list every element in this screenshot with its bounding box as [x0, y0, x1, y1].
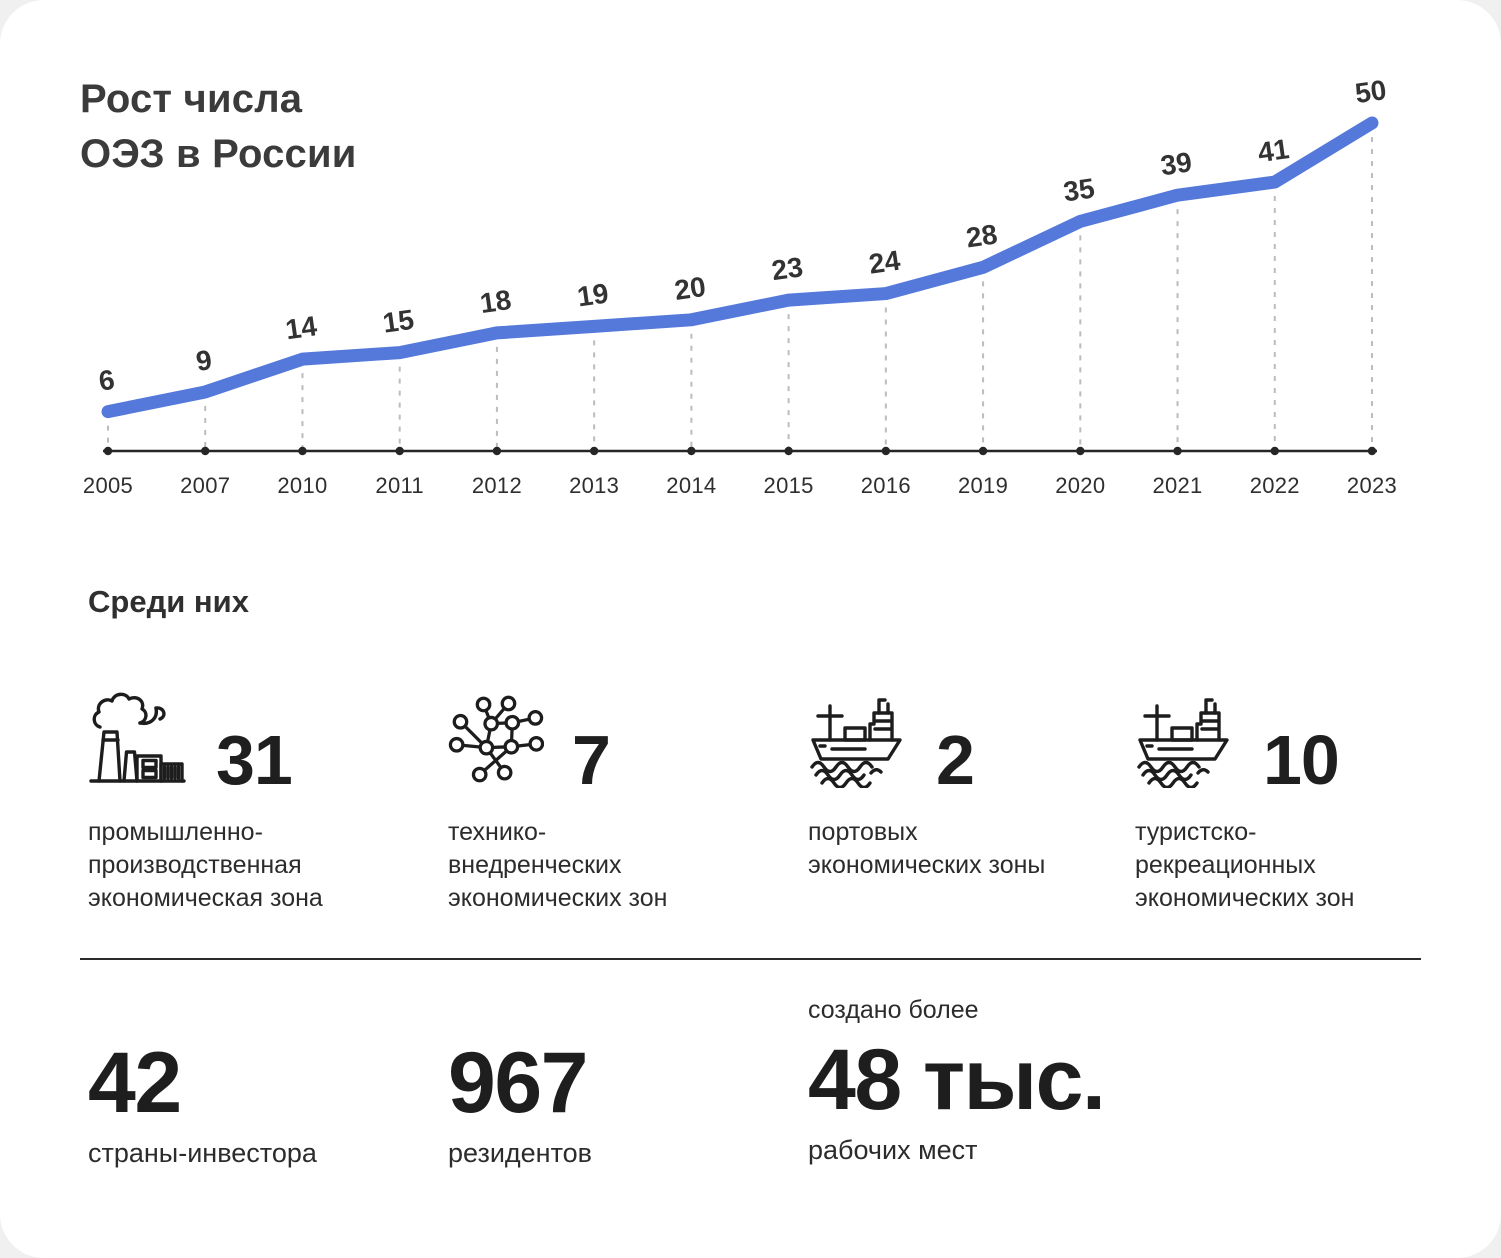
total-jobs [808, 996, 1104, 1166]
axis-tick-dot [298, 447, 306, 455]
stat-tech-zones [448, 664, 718, 915]
chart-year-label: 2014 [666, 473, 717, 498]
axis-tick-dot [1368, 447, 1376, 455]
among-heading: Среди них [88, 584, 249, 619]
stat-value-tourist: 10 [1263, 721, 1339, 800]
chart-value-label: 20 [672, 270, 708, 306]
axis-tick-dot [590, 447, 598, 455]
axis-tick-dot [104, 447, 112, 455]
chart-year-label: 2022 [1249, 473, 1300, 498]
factory-icon [88, 688, 188, 788]
axis-tick-dot [979, 447, 987, 455]
axis-tick-dot [687, 447, 695, 455]
axis-tick-dot [395, 447, 403, 455]
network-icon [448, 692, 544, 788]
ship-icon [808, 684, 908, 788]
chart-year-label: 2005 [82, 473, 134, 498]
chart-year-label: 2013 [569, 473, 620, 498]
chart-value-label: 14 [283, 310, 319, 346]
stat-port-zones [808, 664, 1078, 882]
ship-icon [1135, 684, 1235, 788]
title-line-1: Рост числа [80, 77, 303, 121]
stat-tourist-zones [1135, 664, 1435, 915]
chart-year-label: 2015 [763, 473, 814, 498]
total-residents [448, 1035, 593, 1169]
total-label-residents: резидентов [448, 1138, 593, 1168]
total-investor-countries [88, 1035, 317, 1169]
total-value-countries: 42 [88, 1035, 181, 1131]
total-value-jobs: 48 тыс. [808, 1032, 1105, 1128]
chart-value-label: 35 [1061, 172, 1097, 208]
chart-value-label: 19 [575, 277, 611, 313]
chart-value-label: 15 [380, 303, 416, 339]
chart-year-label: 2016 [860, 473, 911, 498]
stat-label-tech: технико-внедренческих экономических зон [448, 818, 668, 912]
chart-value-label: 50 [1353, 74, 1389, 110]
stat-label-industrial: промышленно-производственная экономическая зона [88, 818, 323, 912]
axis-tick-dot [1173, 447, 1181, 455]
stat-value-tech: 7 [572, 721, 610, 800]
chart-year-label: 2011 [375, 473, 424, 498]
stat-value-port: 2 [936, 721, 974, 800]
chart-value-label: 18 [478, 283, 514, 320]
total-value-residents: 967 [448, 1035, 587, 1131]
chart-value-label: 23 [769, 251, 805, 287]
oez-growth-line-chart [0, 0, 1501, 520]
axis-tick-dot [493, 447, 501, 455]
stat-industrial-top [88, 664, 398, 800]
chart-value-label: 6 [96, 363, 117, 397]
chart-year-label: 2012 [471, 473, 523, 498]
axis-tick-dot [201, 447, 209, 455]
chart-year-label: 2023 [1346, 473, 1398, 498]
total-label-jobs: рабочих мест [808, 1135, 978, 1165]
stat-tech-top [448, 664, 718, 800]
stat-label-port: портовых экономических зоны [808, 818, 1046, 879]
chart-year-label: 2007 [180, 473, 231, 498]
stat-port-top [808, 664, 1078, 800]
axis-tick-dot [784, 447, 792, 455]
chart-value-label: 41 [1255, 133, 1292, 169]
stat-label-tourist: туристско-рекреационных экономических зон [1135, 818, 1355, 912]
axis-tick-dot [1271, 447, 1279, 455]
chart-value-label: 28 [964, 218, 1000, 254]
chart-value-label: 24 [866, 244, 903, 280]
axis-tick-dot [1076, 447, 1084, 455]
total-prefix-jobs: создано более [808, 996, 979, 1024]
chart-year-label: 2010 [277, 473, 328, 498]
chart-year-label: 2019 [957, 473, 1009, 498]
chart-year-label: 2020 [1055, 473, 1106, 498]
axis-tick-dot [882, 447, 890, 455]
stat-value-industrial: 31 [216, 721, 292, 800]
stat-tourist-top [1135, 664, 1435, 800]
chart-value-label: 9 [194, 344, 214, 377]
chart-value-label: 39 [1158, 146, 1194, 182]
title-line-2: ОЭЗ в России [80, 132, 357, 177]
stat-industrial-zones [88, 664, 398, 915]
chart-year-label: 2021 [1152, 473, 1203, 498]
total-label-countries: страны-инвестора [88, 1138, 317, 1168]
section-divider [80, 958, 1421, 960]
